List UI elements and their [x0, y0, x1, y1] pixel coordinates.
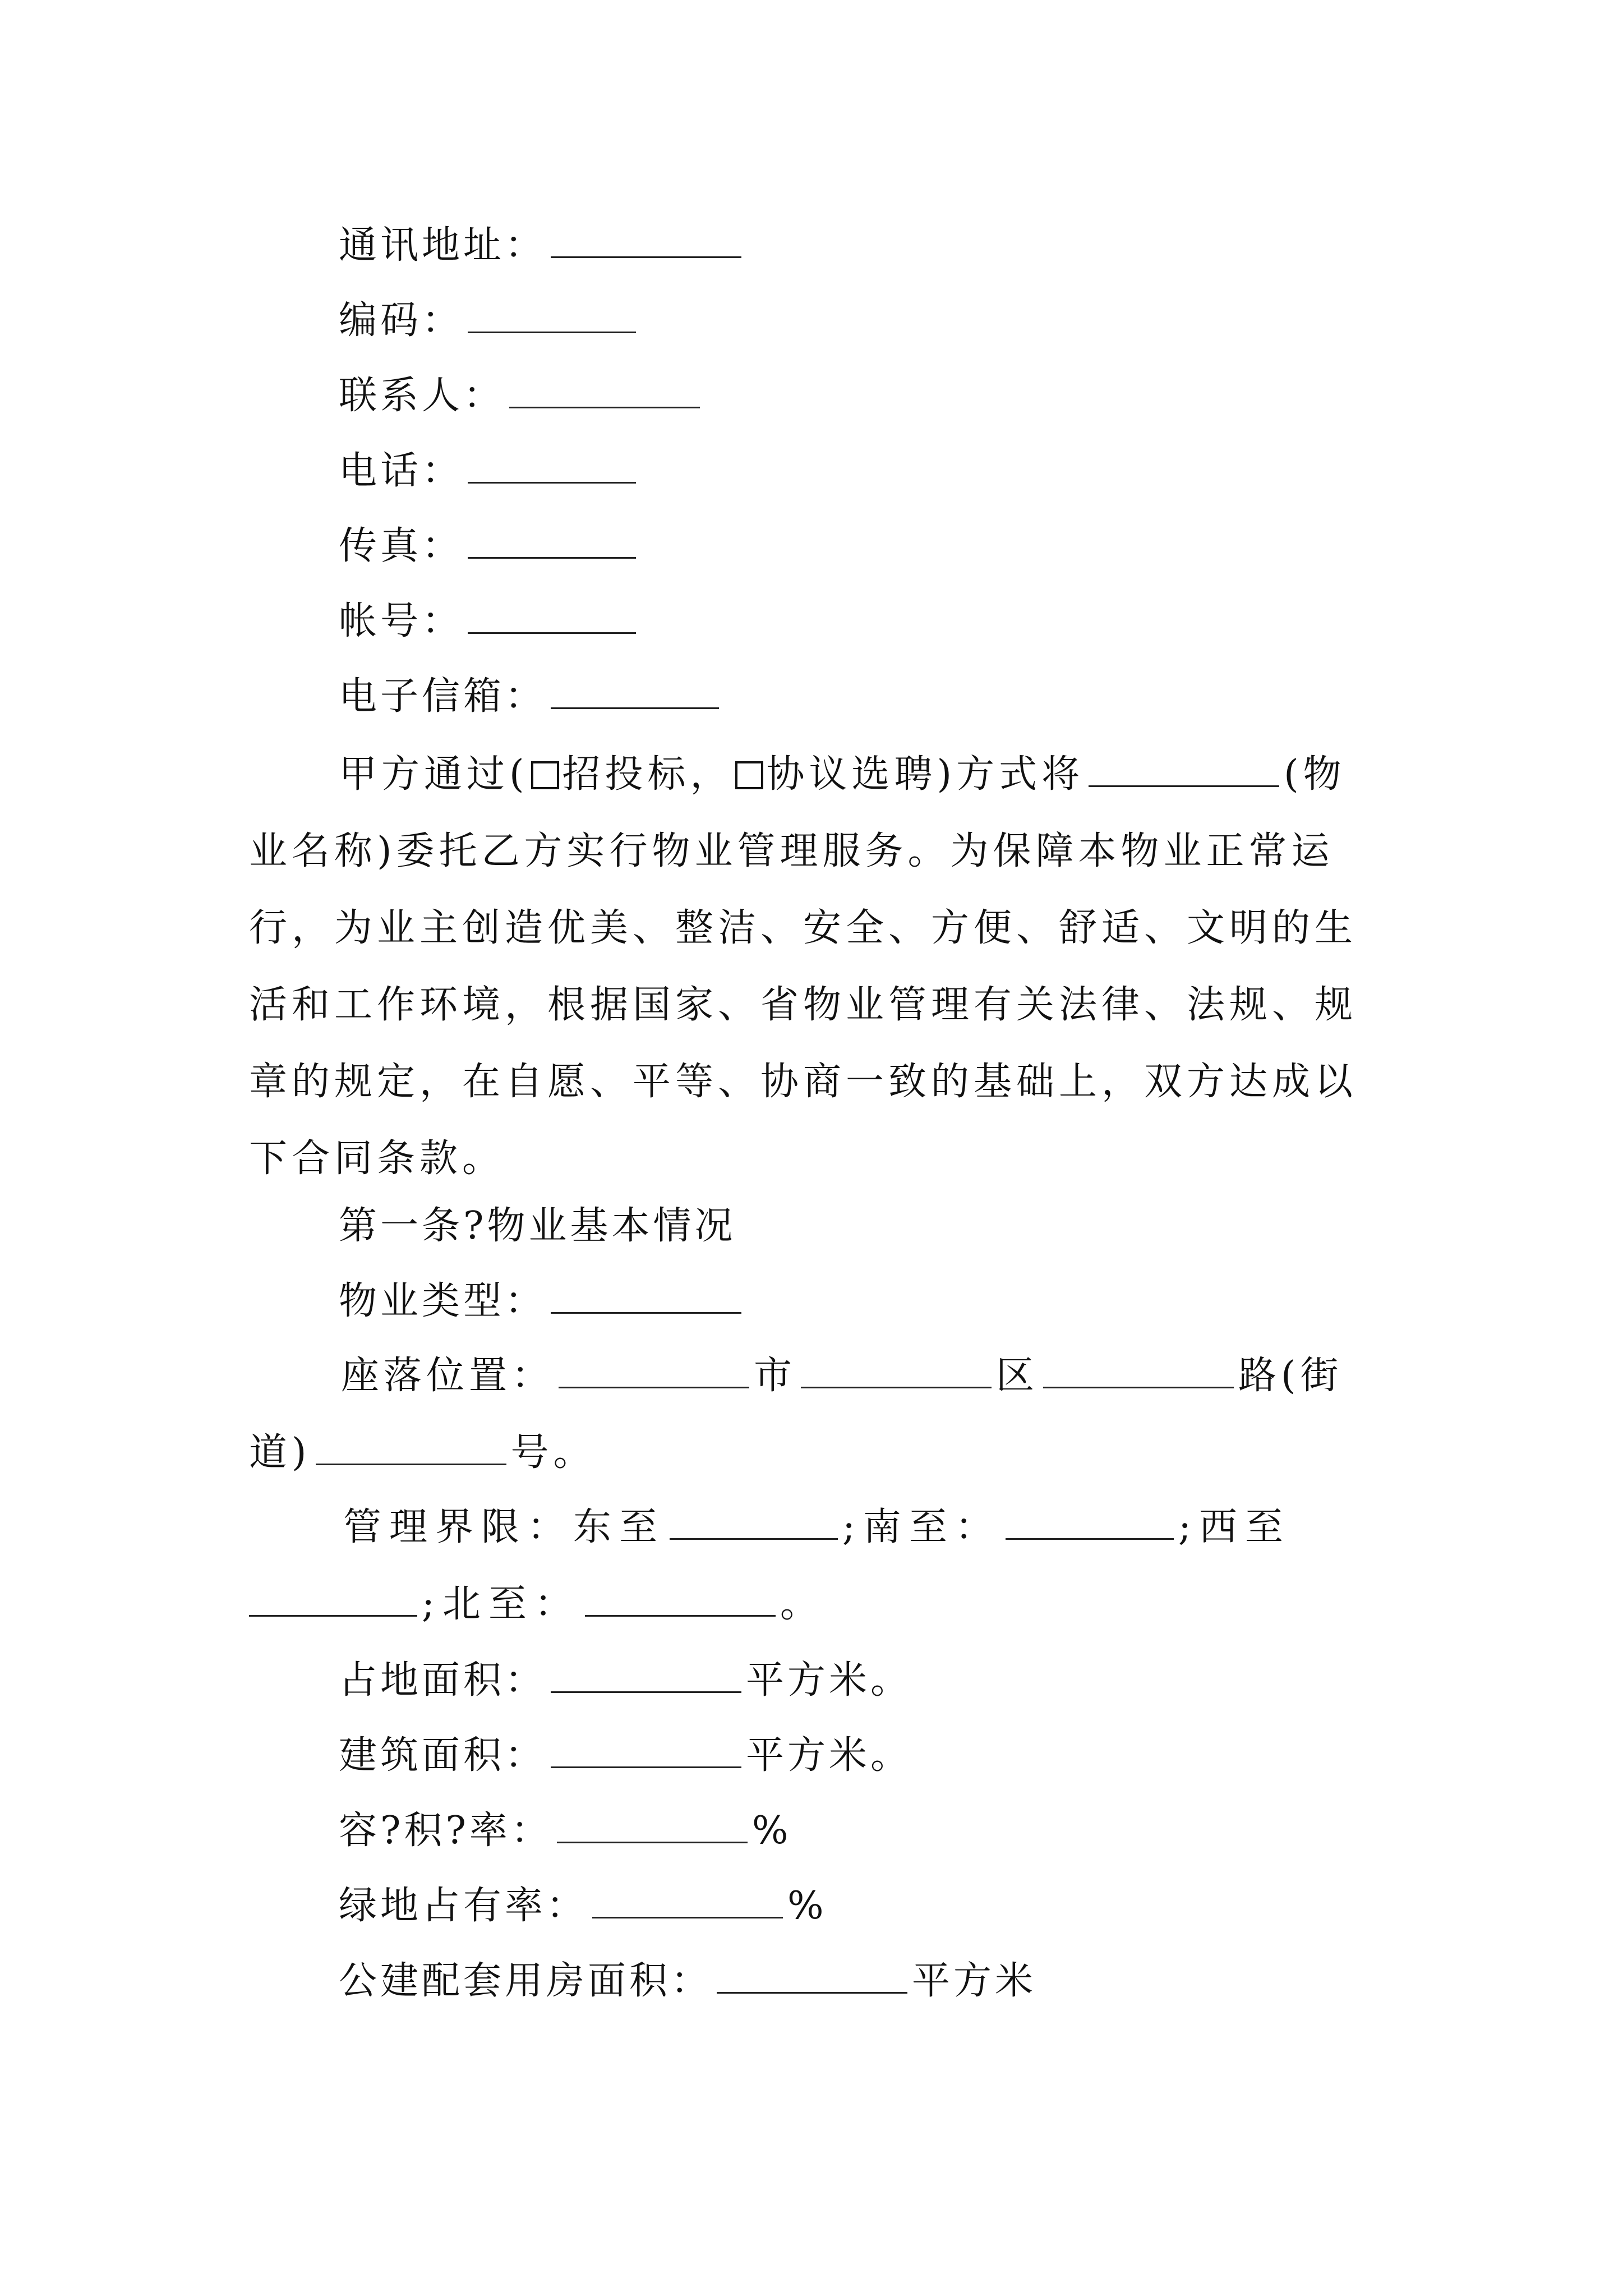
phone-blank[interactable]	[468, 447, 636, 484]
location-label: 座落位置：	[341, 1354, 555, 1398]
green-ratio-line	[249, 1878, 1380, 1934]
building-area-blank[interactable]	[551, 1732, 741, 1768]
address-blank[interactable]	[551, 222, 741, 258]
boundary-label: 管理界限：东至	[343, 1505, 666, 1549]
code-blank[interactable]	[468, 297, 636, 333]
north-blank[interactable]	[585, 1580, 776, 1617]
option-bidding-label: 招投标，	[562, 752, 733, 797]
building-area-label: 建筑面积：	[339, 1733, 547, 1778]
code-line	[249, 293, 1380, 349]
fax-line	[249, 518, 1380, 574]
phone-label: 电话：	[339, 449, 464, 493]
city-label: 市	[754, 1354, 797, 1398]
fax-label: 传真：	[339, 524, 464, 568]
public-room-label: 公建配套用房面积：	[339, 1959, 713, 2003]
property-type-label: 物业类型：	[339, 1279, 547, 1323]
boundary-end: 。	[780, 1582, 826, 1626]
land-area-label: 占地面积：	[339, 1658, 547, 1703]
building-area-line	[249, 1728, 1380, 1784]
green-ratio-blank[interactable]	[592, 1882, 783, 1918]
land-area-unit: 平方米。	[746, 1658, 912, 1703]
public-room-blank[interactable]	[717, 1957, 907, 1994]
public-room-unit: 平方米	[912, 1959, 1037, 2003]
plot-ratio-label: 容?积?率：	[339, 1809, 552, 1853]
property-type-line	[249, 1273, 1380, 1329]
intro-row-6: 下合同条款。	[249, 1137, 505, 1181]
north-label: ;北至：	[422, 1582, 580, 1626]
city-blank[interactable]	[559, 1352, 749, 1388]
property-name-blank[interactable]	[1089, 751, 1279, 787]
intro-text-a: 甲方通过(	[339, 752, 529, 797]
option-negotiation-label: 协议选聘)方式将	[766, 752, 1085, 797]
boundary-paragraph	[249, 1489, 1380, 1642]
green-ratio-label: 绿地占有率：	[339, 1884, 588, 1928]
location-paragraph	[249, 1337, 1380, 1491]
intro-row-4: 活和工作环境，根据国家、省物业管理有关法律、法规、规	[249, 983, 1358, 1027]
contact-person-line	[249, 368, 1380, 424]
green-ratio-unit: %	[787, 1884, 827, 1928]
land-area-blank[interactable]	[551, 1657, 741, 1693]
east-blank[interactable]	[670, 1503, 838, 1540]
intro-row-1	[249, 736, 1380, 813]
address-line	[249, 218, 1380, 274]
road-blank[interactable]	[1043, 1352, 1234, 1388]
checkbox-negotiation[interactable]	[735, 761, 763, 789]
intro-paragraph	[249, 736, 1380, 1197]
account-label: 帐号：	[339, 599, 464, 643]
intro-row-5: 章的规定，在自愿、平等、协商一致的基础上，双方达成以	[249, 1060, 1358, 1104]
south-blank[interactable]	[1006, 1503, 1174, 1540]
account-blank[interactable]	[468, 597, 636, 634]
contact-person-label: 联系人：	[339, 374, 505, 418]
contact-person-blank[interactable]	[509, 372, 700, 408]
building-area-unit: 平方米。	[746, 1733, 912, 1778]
street-label: 道)	[249, 1430, 311, 1475]
west-label: ;西至	[1178, 1505, 1291, 1549]
plot-ratio-unit: %	[751, 1809, 792, 1853]
email-line	[249, 669, 1380, 725]
account-line	[249, 593, 1380, 650]
intro-text-b: (物	[1284, 752, 1346, 797]
plot-ratio-line	[249, 1803, 1380, 1859]
location-row-2	[249, 1414, 1380, 1491]
email-blank[interactable]	[551, 673, 719, 709]
fax-blank[interactable]	[468, 522, 636, 559]
public-room-line	[249, 1953, 1380, 2009]
phone-line	[249, 443, 1380, 499]
code-label: 编码：	[339, 298, 464, 343]
address-label: 通讯地址：	[339, 223, 547, 268]
boundary-row-2	[249, 1566, 1380, 1642]
checkbox-bidding[interactable]	[531, 761, 559, 789]
number-label: 号。	[510, 1430, 596, 1475]
plot-ratio-blank[interactable]	[557, 1807, 748, 1843]
location-row-1	[249, 1337, 1380, 1414]
south-label: ;南至：	[842, 1505, 1001, 1549]
district-blank[interactable]	[801, 1352, 992, 1388]
boundary-row-1	[249, 1489, 1380, 1566]
district-label: 区	[996, 1354, 1039, 1398]
road-label: 路(街	[1238, 1354, 1343, 1398]
west-blank[interactable]	[249, 1580, 417, 1617]
property-type-blank[interactable]	[551, 1277, 741, 1314]
number-blank[interactable]	[316, 1429, 506, 1465]
intro-row-3: 行，为业主创造优美、整洁、安全、方便、舒适、文明的生	[249, 906, 1358, 950]
article1-heading: 第一条?物业基本情况	[339, 1204, 736, 1248]
email-label: 电子信箱：	[339, 674, 547, 719]
land-area-line	[249, 1653, 1380, 1709]
intro-row-2: 业名称)委托乙方实行物业管理服务。为保障本物业正常运	[249, 829, 1334, 873]
